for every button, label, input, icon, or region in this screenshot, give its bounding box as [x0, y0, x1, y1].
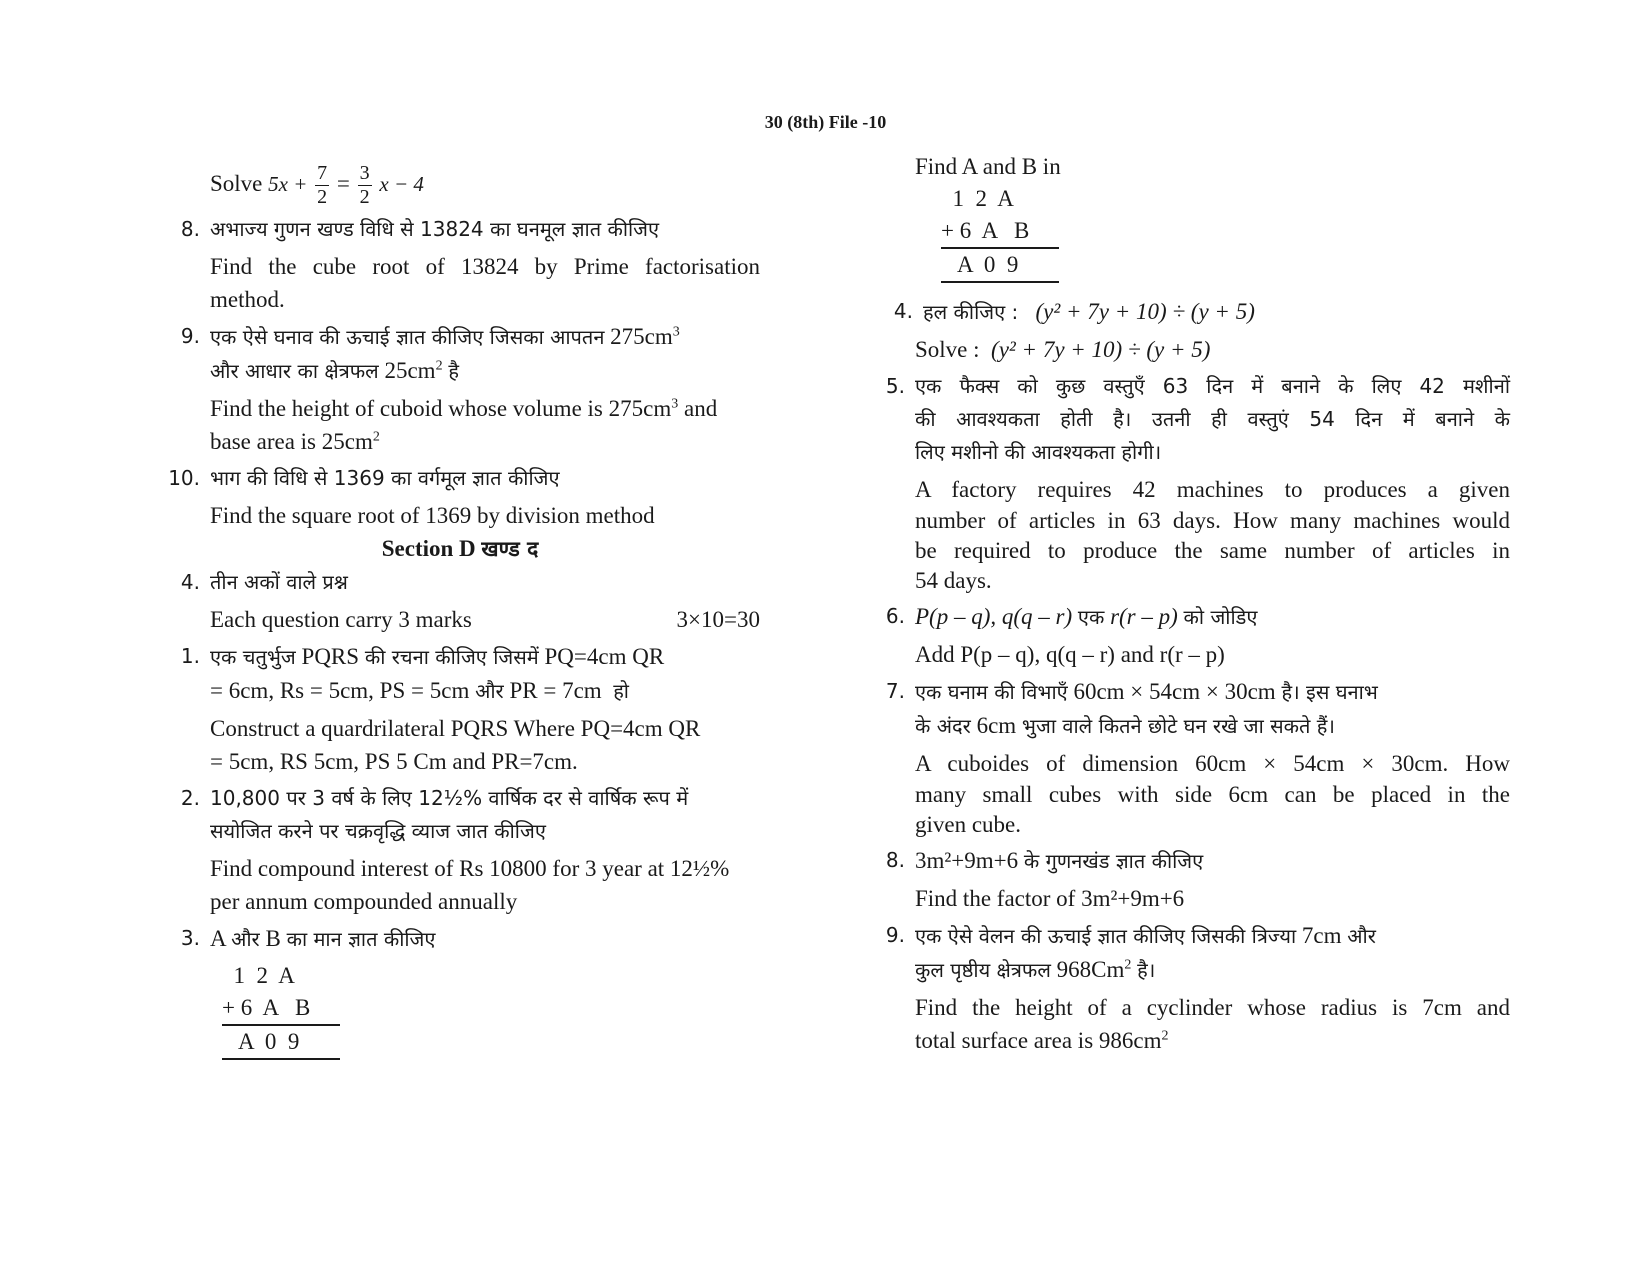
addition-puzzle-left: 1 2 A + 6 A B A 0 9 — [222, 960, 340, 1060]
question-r7: 7. एक घनाम की विभाएँ 60cm × 54cm × 30cm है। इस घनाभ के अंदर 6cm भुजा वाले कितने छोटे घन रखे जा सकते हैं। A cuboides of dimension 60cm × 54cm × 30cm. How many small cubes with side 6cm can be placed in the given cube. — [885, 679, 1510, 837]
section-d-title: Section D खण्ड द — [381, 536, 539, 562]
question-r8: 8. 3m²+9m+6 के गुणनखंड ज्ञात कीजिए Find the factor of 3m²+9m+6 — [885, 848, 1204, 911]
addition-puzzle-right: 1 2 A + 6 A B A 0 9 — [941, 183, 1059, 283]
question-9: 9. एक ऐसे घनाव की ऊचाई ज्ञात कीजिए जिसका आपतन $275cm^3$ और आधार का क्षेत्रफल $25cm^2$ है Find the height of cuboid whose volume is $275cm^3$ and base area is $25cm^2$ — [180, 324, 718, 455]
question-10: 10. भाग की विधि से 1369 का वर्गमूल ज्ञात कीजिए Find the square root of 1369 by division method — [168, 466, 655, 529]
left-column — [160, 160, 760, 1060]
solve-equation: Solve 5x + $\frac{7}{2}$ = $\frac{3}{2}$ x − 4 — [210, 162, 424, 209]
question-r5: 5. एक फैक्स को कुछ वस्तुएँ 63 दिन में बनाने के लिए 42 मशीनों की आवश्यकता होती है। उतनी ही वस्तुएं 54 दिन में बनाने के लिए मशीनो की आवश्यकता होगी। A factory requires 42 machines to produces a given number of articles in 63 days. How many machines would be required to produce the same number of articles in 54 days. — [885, 374, 1510, 593]
fraction-7-2: $\frac{7}{2}$ — [317, 162, 328, 209]
sub-question-2: 2. 10,800 पर 3 वर्ष के लिए 12½% वार्षिक दर से वार्षिक रूप में सयोजित करने पर चक्रवृद्धि व्याज जात कीजिए Find compound interest of Rs 10800 for 3 year at 12½% per annum compounded annually — [180, 786, 730, 915]
find-a-b-heading: Find A and B in — [915, 154, 1061, 179]
page-header: 30 (8th) File -10 — [764, 112, 887, 132]
question-8: 8. अभाज्य गुणन खण्ड विधि से 13824 का घनमूल ज्ञात कीजिए Find the cube root of 13824 by Prime factorisation method. — [180, 217, 760, 313]
question-r9: 9. एक ऐसे वेलन की ऊचाई ज्ञात कीजिए जिसकी त्रिज्या 7cm और कुल पृष्ठीय क्षेत्रफल 968Cm$^2$ है। Find the height of a cyclinder whose radius is 7cm and total surface area is $986cm^2$ — [885, 923, 1510, 1053]
question-r6: 6. P(p – q), q(q – r) एक r(r – p) को जोडिए Add P(p – q), q(q – r) and r(r – p) — [885, 604, 1258, 667]
question-r4: 4. हल कीजिए : (y² + 7y + 10) ÷ (y + 5) Solve : (y² + 7y + 10) ÷ (y + 5) — [893, 299, 1255, 362]
marks-total: 3×10=30 — [676, 607, 760, 633]
question-group-4: 4. तीन अकों वाले प्रश्न Each question carry 3 marks 3×10=30 — [160, 566, 760, 636]
fraction-3-2: $\frac{3}{2}$ — [359, 162, 370, 209]
sub-question-1: 1. एक चतुर्भुज PQRS की रचना कीजिए जिसमें PQ=4cm QR = 6cm, Rs = 5cm, PS = 5cm और PR = 7cm हो Construct a quardrilateral PQRS Where PQ=4cm QR = 5cm, RS 5cm, PS 5 Cm and PR=7cm. — [180, 644, 701, 775]
right-column — [885, 150, 1510, 1057]
sub-question-3: 3. A और B का मान ज्ञात कीजिए — [180, 926, 436, 952]
